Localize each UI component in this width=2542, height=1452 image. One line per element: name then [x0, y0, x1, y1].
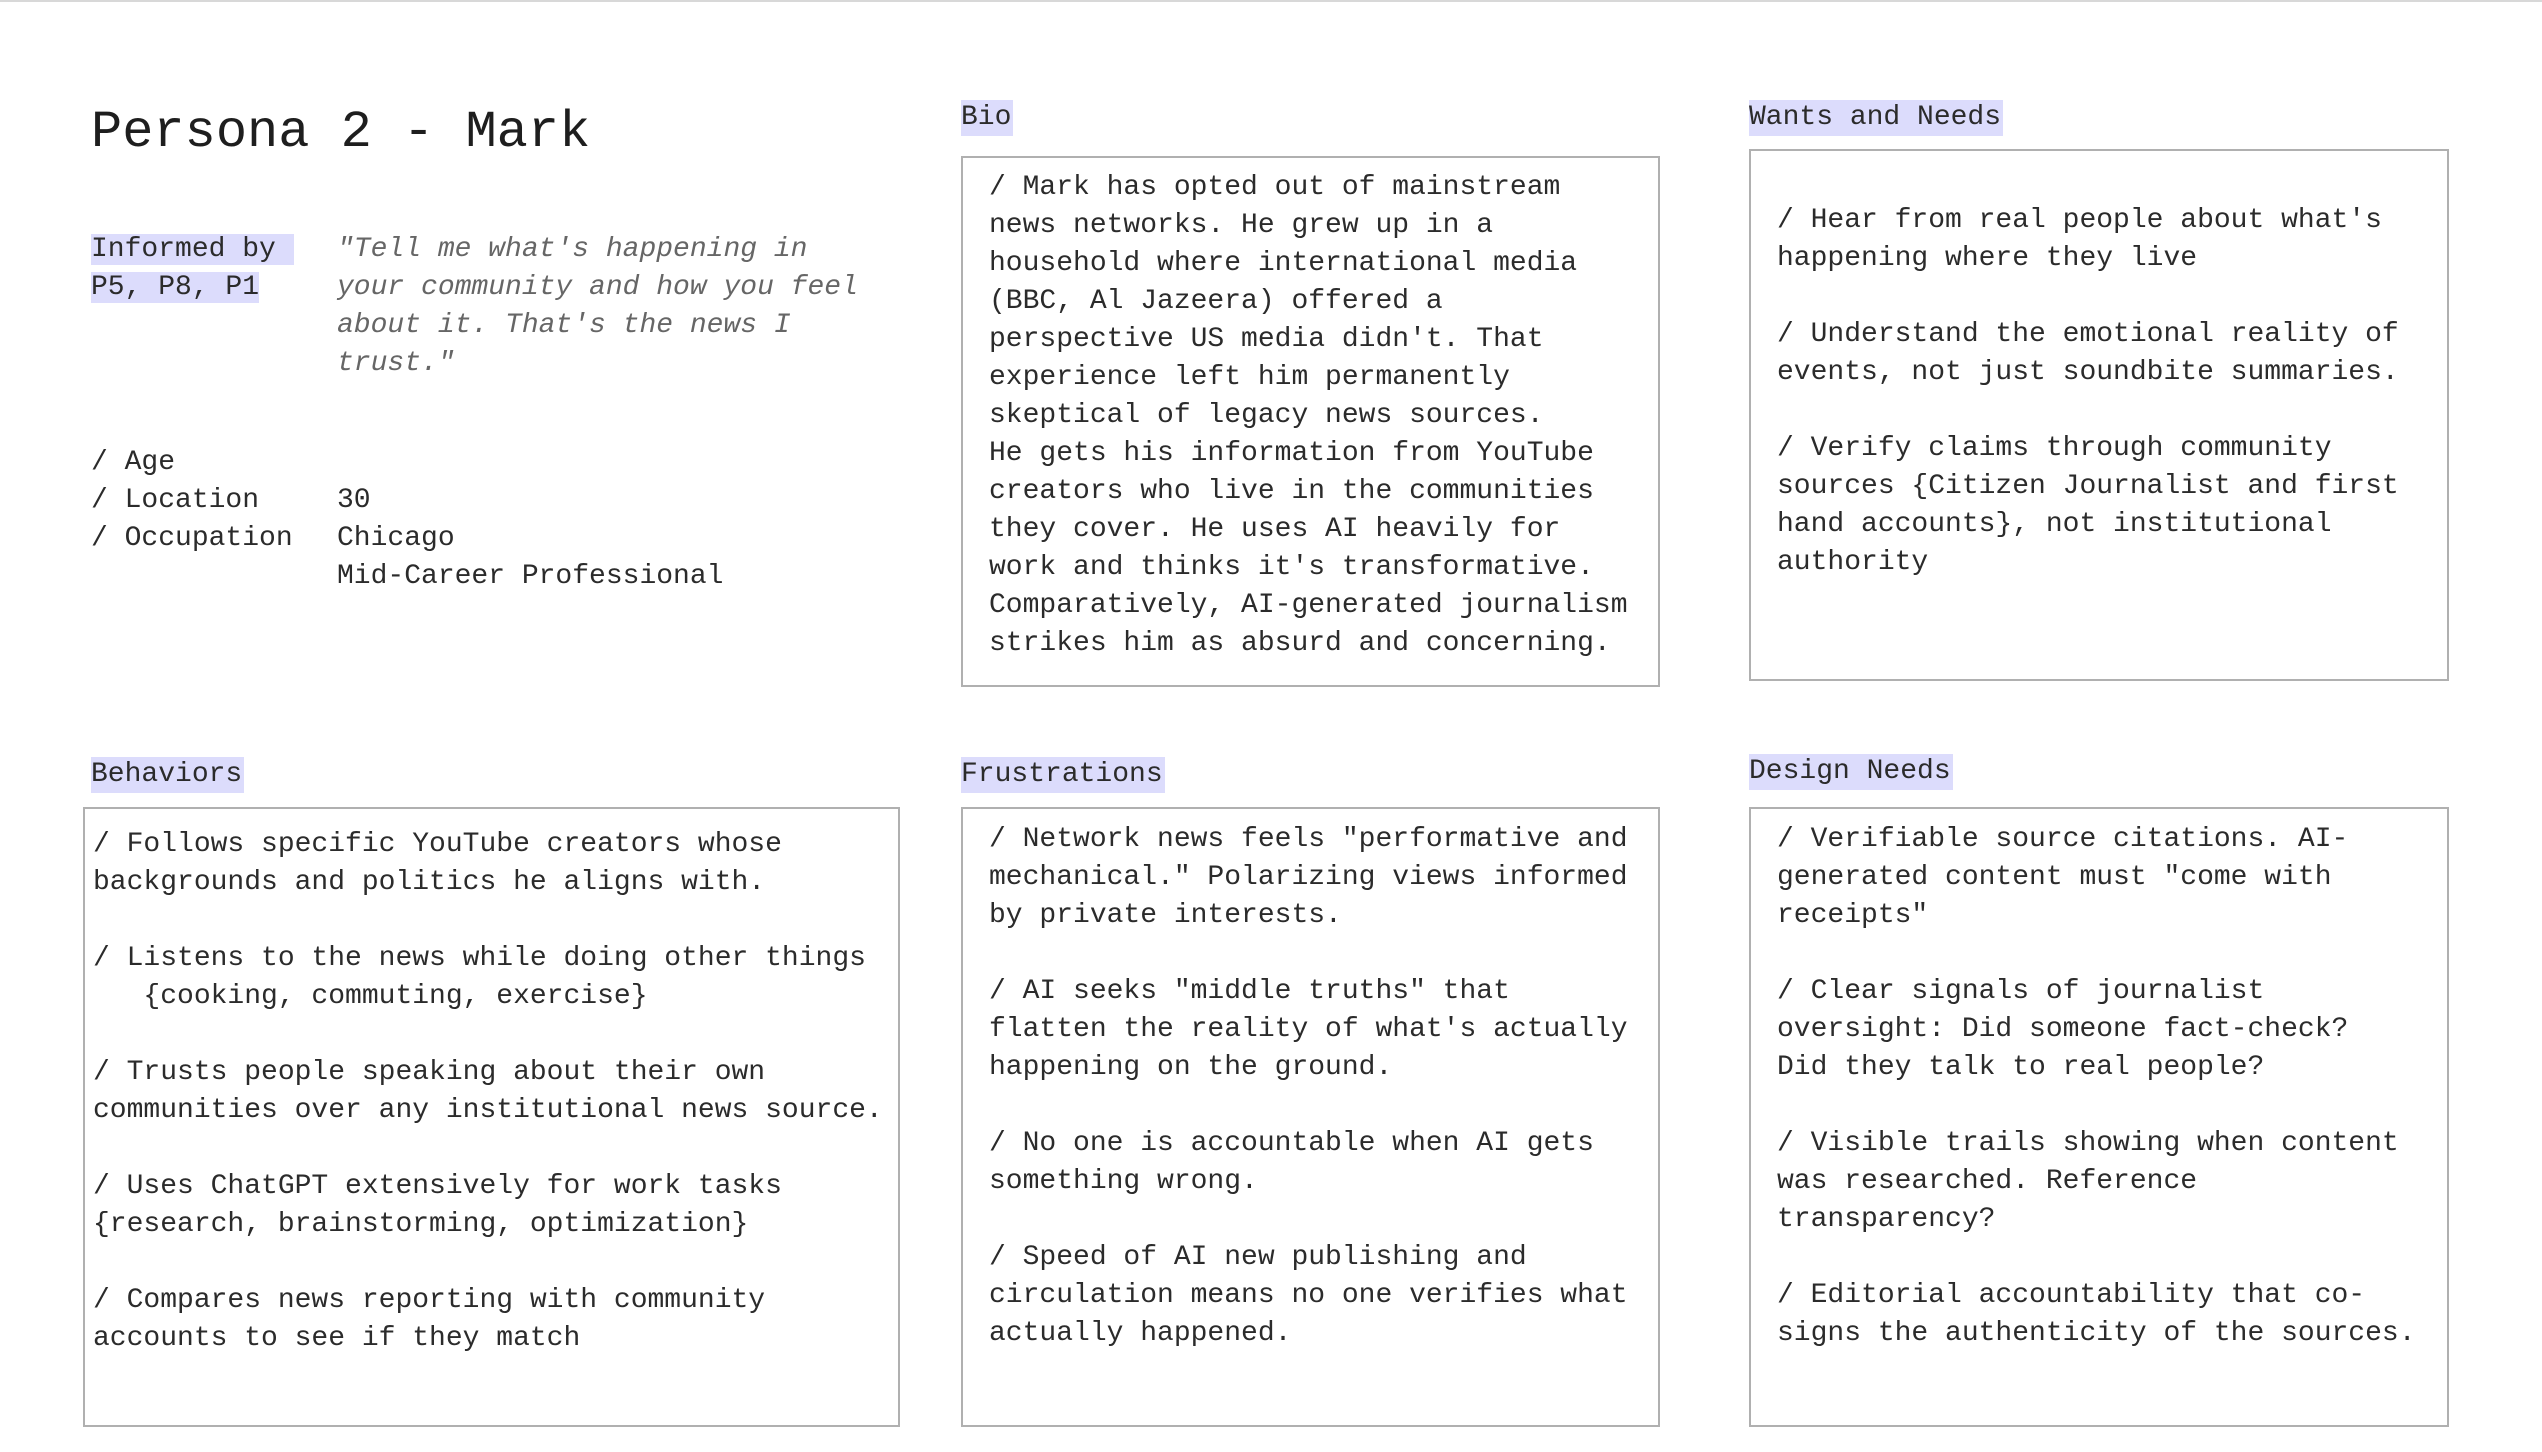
item-line: / Understand the emotional reality of [1777, 319, 2399, 350]
item-line: skeptical of legacy news sources. [989, 400, 1544, 431]
item-line: hand accounts}, not institutional [1777, 509, 2332, 540]
wants-needs-card [1749, 149, 2449, 681]
item-line: {research, brainstorming, optimization} [93, 1209, 749, 1240]
item-line: news networks. He grew up in a [989, 210, 1494, 241]
design-item [1777, 1277, 2447, 1353]
item-line: / Listens to the news while doing other things [93, 943, 866, 974]
item-line: communities over any institutional news source. [93, 1095, 883, 1126]
item-line: Did they talk to real people? [1777, 1052, 2265, 1083]
item-line: Comparatively, AI-generated journalism [989, 590, 1628, 621]
item-line: flatten the reality of what's actually [989, 1014, 1628, 1045]
item-line: receipts" [1777, 900, 1929, 931]
item-line: / Verify claims through community [1777, 433, 2332, 464]
item-line: strikes him as absurd and concerning. [989, 628, 1611, 659]
attribute-label: / Occupation [91, 523, 293, 554]
behaviors-card [83, 807, 900, 1427]
item-line: happening on the ground. [989, 1052, 1393, 1083]
bio-heading: Bio [961, 100, 1013, 136]
item-line: household where international media [989, 248, 1578, 279]
frustrations-item [989, 1239, 1658, 1353]
item-line: generated content must "come with [1777, 862, 2332, 893]
item-line: work and thinks it's transformative. [989, 552, 1594, 583]
behaviors-item [93, 826, 898, 902]
item-line: backgrounds and politics he aligns with. [93, 867, 766, 898]
frustrations-card [961, 807, 1660, 1427]
item-line: creators who live in the communities [989, 476, 1594, 507]
item-line: mechanical." Polarizing views informed [989, 862, 1628, 893]
item-line: circulation means no one verifies what [989, 1280, 1628, 1311]
quote-line: your community and how you feel [337, 272, 858, 303]
frustrations-item [989, 1125, 1658, 1201]
item-line: authority [1777, 547, 1929, 578]
behaviors-heading: Behaviors [91, 757, 244, 793]
persona-quote [337, 231, 858, 383]
informed-by [91, 231, 294, 307]
frustrations-item [989, 821, 1658, 935]
informed-by-participants: P5, P8, P1 [91, 272, 260, 303]
design-needs-heading: Design Needs [1749, 754, 1953, 790]
top-divider [0, 0, 2542, 2]
item-line: / Trusts people speaking about their own [93, 1057, 766, 1088]
bio-card [961, 156, 1660, 687]
attribute-value: Mid-Career Professional [337, 561, 724, 592]
design-needs-card [1749, 807, 2449, 1427]
quote-line: trust." [337, 348, 455, 379]
item-line: signs the authenticity of the sources. [1777, 1318, 2416, 1349]
item-line: / Clear signals of journalist [1777, 976, 2265, 1007]
item-line: / Speed of AI new publishing and [989, 1242, 1527, 1273]
item-line: was researched. Reference [1777, 1166, 2198, 1197]
wants-item [1777, 202, 2447, 278]
item-line: events, not just soundbite summaries. [1777, 357, 2399, 388]
frustrations-item [989, 973, 1658, 1087]
item-line: / Visible trails showing when content [1777, 1128, 2399, 1159]
item-line: {cooking, commuting, exercise} [93, 981, 648, 1012]
item-line: / Follows specific YouTube creators whose [93, 829, 782, 860]
item-line: happening where they live [1777, 243, 2198, 274]
design-item [1777, 1125, 2447, 1239]
behaviors-item [93, 1282, 898, 1358]
item-line: oversight: Did someone fact-check? [1777, 1014, 2349, 1045]
informed-by-label: Informed by [91, 234, 294, 265]
item-line: / Uses ChatGPT extensively for work tasks [93, 1171, 782, 1202]
item-line: (BBC, Al Jazeera) offered a [989, 286, 1443, 317]
quote-line: "Tell me what's happening in [337, 234, 808, 265]
attribute-label: / Location [91, 485, 260, 516]
behaviors-item [93, 1054, 898, 1130]
item-line: / Compares news reporting with community [93, 1285, 766, 1316]
attribute-value: Chicago [337, 523, 455, 554]
item-line: something wrong. [989, 1166, 1258, 1197]
item-line: they cover. He uses AI heavily for [989, 514, 1561, 545]
item-line: by private interests. [989, 900, 1342, 931]
behaviors-item [93, 1168, 898, 1244]
item-line: sources {Citizen Journalist and first [1777, 471, 2399, 502]
item-line: actually happened. [989, 1318, 1292, 1349]
item-line: / Verifiable source citations. AI- [1777, 824, 2349, 855]
wants-needs-heading: Wants and Needs [1749, 100, 2003, 136]
item-line: accounts to see if they match [93, 1323, 581, 1354]
item-line: / Network news feels "performative and [989, 824, 1628, 855]
page-title: Persona 2 - Mark [91, 103, 591, 162]
item-line: transparency? [1777, 1204, 1996, 1235]
attribute-label: / Age [91, 447, 176, 478]
item-line: / AI seeks "middle truths" that [989, 976, 1510, 1007]
wants-item [1777, 316, 2447, 392]
design-item [1777, 821, 2447, 935]
item-line: / Mark has opted out of mainstream [989, 172, 1561, 203]
frustrations-heading: Frustrations [961, 757, 1165, 793]
item-line: / No one is accountable when AI gets [989, 1128, 1594, 1159]
design-item [1777, 973, 2447, 1087]
item-line: / Editorial accountability that co- [1777, 1280, 2366, 1311]
attribute-value: 30 [337, 485, 371, 516]
item-line: perspective US media didn't. That [989, 324, 1544, 355]
bio-item [989, 169, 1658, 663]
wants-item [1777, 430, 2447, 582]
item-line: He gets his information from YouTube [989, 438, 1594, 469]
behaviors-item [93, 940, 898, 1016]
quote-line: about it. That's the news I [337, 310, 791, 341]
item-line: experience left him permanently [989, 362, 1510, 393]
item-line: / Hear from real people about what's [1777, 205, 2382, 236]
